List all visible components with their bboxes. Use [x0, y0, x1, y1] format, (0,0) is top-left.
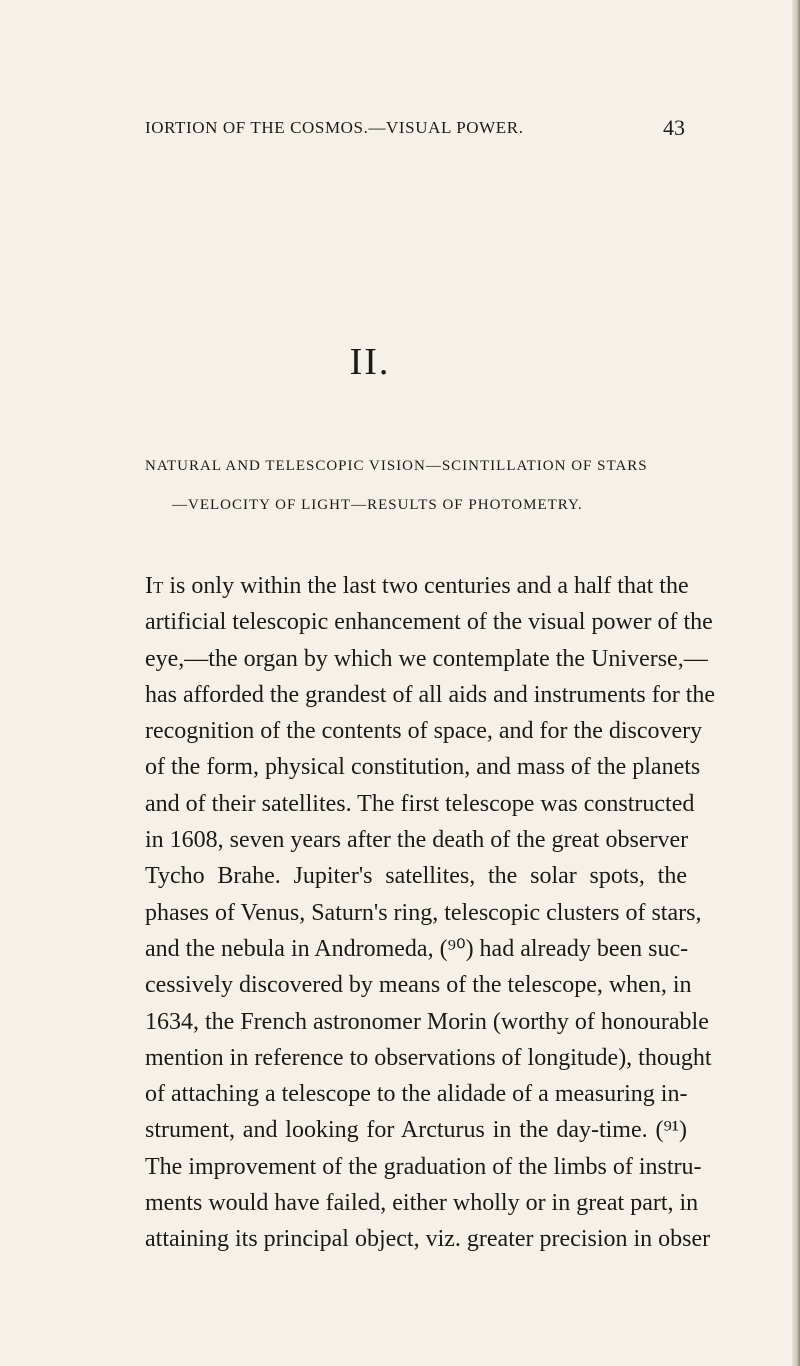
- body-line: has afforded the grandest of all aids and instruments for the: [145, 681, 716, 708]
- running-title: IORTION OF THE COSMOS.—VISUAL POWER.: [145, 118, 524, 137]
- subtitle-line-1: NATURAL AND TELESCOPIC VISION—SCINTILLATION OF STARS: [145, 458, 648, 474]
- body-line: cessively discovered by means of the telescope, when, in: [145, 972, 692, 999]
- chapter-number: II.: [349, 341, 391, 383]
- subtitle-line-2: —VELOCITY OF LIGHT—RESULTS OF PHOTOMETRY.: [172, 497, 583, 513]
- body-line: phases of Venus, Saturn's ring, telescopic clusters of stars,: [145, 899, 702, 926]
- body-line: 1634, the French astronomer Morin (worthy of honourable: [145, 1008, 709, 1035]
- body-line: attaining its principal object, viz. greater precision in obser: [145, 1226, 711, 1253]
- body-line: recognition of the contents of space, and for the discovery: [145, 718, 703, 745]
- body-paragraph: [145, 568, 716, 1258]
- body-line: strument, and looking for Arcturus in the day-time. (⁹¹): [145, 1117, 687, 1144]
- body-line: eye,—the organ by which we contemplate the Universe,—: [145, 645, 708, 672]
- running-head: [145, 115, 685, 148]
- chapter-subtitle: [145, 458, 690, 514]
- page-edge: [792, 0, 800, 1366]
- first-word: It: [145, 573, 164, 599]
- body-line: and the nebula in Andromeda, (⁹⁰) had already been suc-: [145, 935, 689, 962]
- body-line: of the form, physical constitution, and mass of the planets: [145, 754, 701, 781]
- body-line: in 1608, seven years after the death of the great observer: [145, 827, 689, 854]
- body-line-text: is only within the last two centuries and a half that the: [163, 573, 689, 599]
- body-line: of attaching a telescope to the alidade of a measuring in-: [145, 1081, 688, 1108]
- body-line: ments would have failed, either wholly or in great part, in: [145, 1190, 699, 1217]
- body-line: and of their satellites. The first telescope was constructed: [145, 790, 695, 817]
- body-line: artificial telescopic enhancement of the visual power of the: [145, 609, 713, 636]
- page-number: 43: [663, 115, 685, 140]
- body-line: The improvement of the graduation of the limbs of instru-: [145, 1153, 702, 1180]
- body-line: mention in reference to observations of longitude), thought: [145, 1044, 712, 1071]
- body-line: [145, 568, 687, 604]
- body-line: Tycho Brahe. Jupiter's satellites, the solar spots, the: [145, 863, 687, 890]
